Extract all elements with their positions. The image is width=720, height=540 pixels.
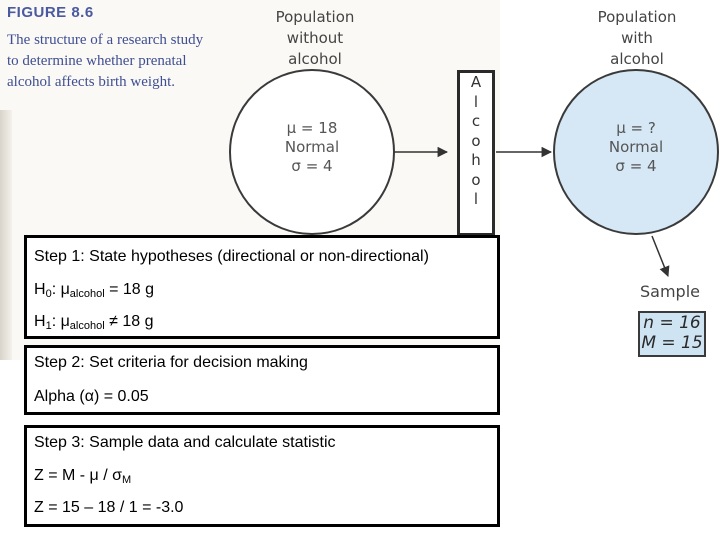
- population-with-parameters: [576, 119, 696, 176]
- treatment-letter: l: [473, 92, 479, 111]
- step1-heading: Step 1: State hypotheses (directional or non-directional): [34, 248, 429, 265]
- treatment-letter: o: [471, 131, 481, 150]
- treatment-letter: l: [473, 190, 479, 208]
- h0-value: = 18 g: [104, 281, 155, 298]
- arrow-to-sample: [652, 236, 668, 276]
- h1-subscript: 1: [45, 320, 52, 332]
- sample-label: Sample: [640, 282, 700, 301]
- z-formula: [34, 467, 131, 485]
- label-line: alcohol: [610, 50, 664, 68]
- param-shape: Normal: [284, 138, 340, 156]
- step2-heading: Step 2: Set criteria for decision making: [34, 354, 308, 371]
- step3-heading: Step 3: Sample data and calculate statistic: [34, 434, 336, 451]
- population-with-label: [572, 7, 702, 70]
- h0-mu-subscript: alcohol: [69, 288, 105, 300]
- param-shape: Normal: [608, 138, 664, 156]
- alcohol-treatment-box: [457, 70, 495, 236]
- param-mean: μ = ?: [616, 119, 656, 137]
- z-calculation: Z = 15 – 18 / 1 = -3.0: [34, 499, 184, 516]
- h1-mu: : μ: [51, 313, 70, 330]
- treatment-letter: A: [470, 73, 482, 91]
- alpha-level: Alpha (α) = 0.05: [34, 388, 149, 405]
- param-sd: σ = 4: [291, 157, 333, 175]
- null-hypothesis: [34, 281, 154, 299]
- sample-size: n = 16: [643, 313, 701, 333]
- sample-stats-box: [638, 311, 706, 357]
- alternative-hypothesis: [34, 313, 153, 331]
- z-formula-subscript: M: [121, 474, 132, 486]
- step1-box: [24, 235, 500, 339]
- h0-mu: : μ: [51, 281, 70, 298]
- param-mean: μ = 18: [286, 119, 338, 137]
- population-without-parameters: [252, 119, 372, 176]
- figure-caption: The structure of a research study to determine whether prenatal alcohol affects birth weight.: [7, 32, 204, 90]
- label-line: Population: [597, 8, 677, 26]
- treatment-letter: o: [471, 170, 481, 189]
- population-without-label: [250, 7, 380, 70]
- h1-symbol: H: [34, 313, 46, 330]
- treatment-letter: h: [471, 151, 481, 169]
- step2-box: [24, 345, 500, 415]
- label-line: with: [621, 29, 653, 47]
- label-line: alcohol: [288, 50, 342, 68]
- h0-symbol: H: [34, 281, 46, 298]
- figure-title: FIGURE 8.6: [7, 4, 94, 21]
- label-line: Population: [275, 8, 355, 26]
- label-line: without: [286, 29, 344, 47]
- sample-mean: M = 15: [641, 333, 703, 353]
- treatment-letter: c: [471, 112, 481, 130]
- step3-box: [24, 425, 500, 527]
- h0-subscript: 0: [45, 288, 52, 300]
- h1-mu-subscript: alcohol: [69, 320, 105, 332]
- h1-value: ≠ 18 g: [104, 313, 154, 330]
- param-sd: σ = 4: [615, 157, 657, 175]
- z-formula-main: Z = M - μ / σ: [34, 467, 122, 484]
